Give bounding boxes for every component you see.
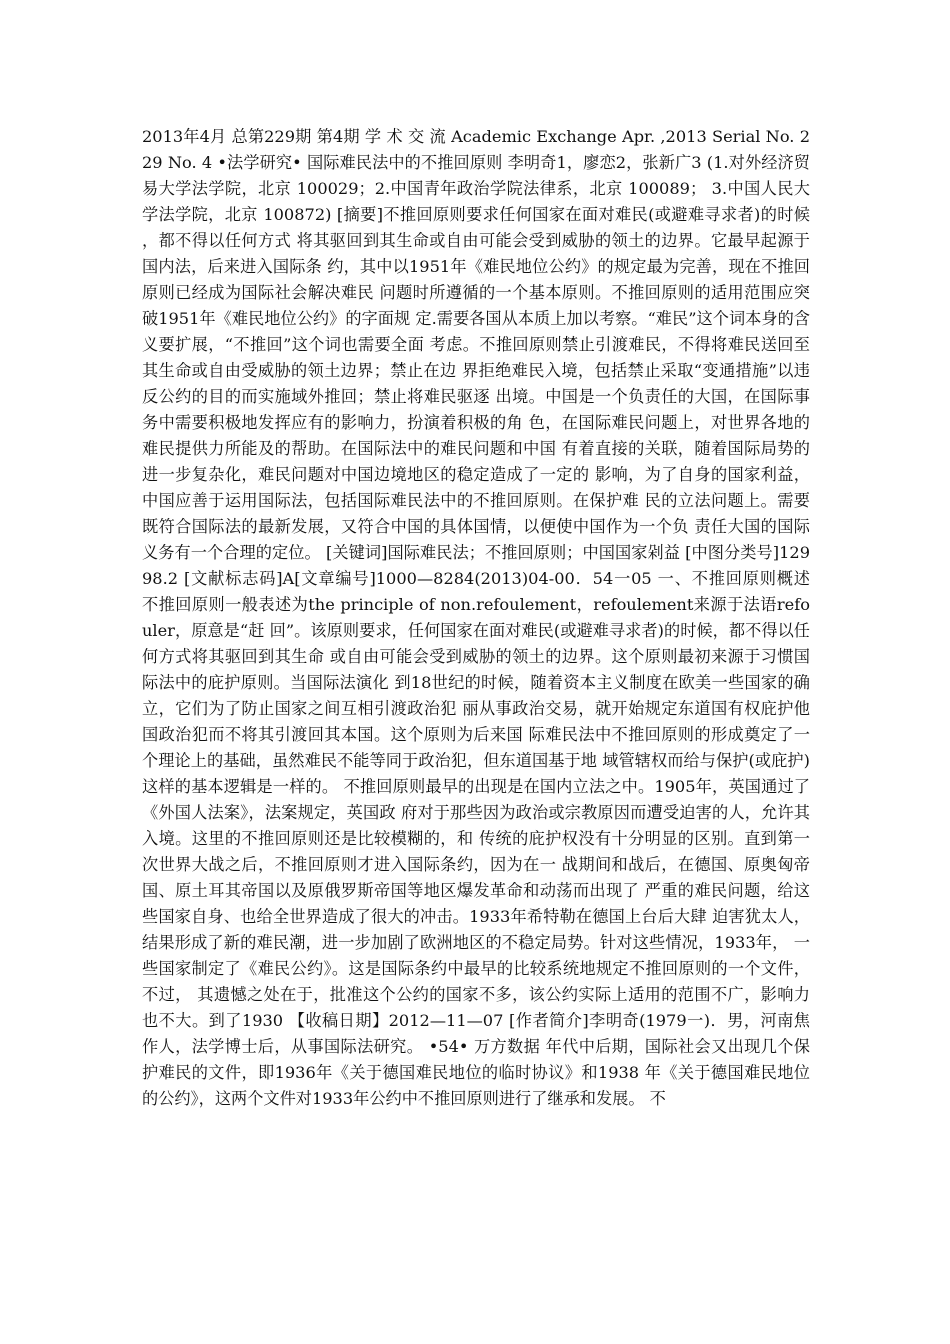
- article-body-text: 2013年4月 总第229期 第4期 学 术 交 流 Academic Exchange Apr. ,2013 Serial No. 229 No. 4 •法学研究• 国际难民法中的不推回原则 李明奇1，廖恋2，张新广3 (1.对外经济贸易大学法学院，北京 100029；2.中国青年政治学院法律系，北京 100089； 3.中国人民大学法学院，北京 100872) [摘要]不推回原则要求任何国家在面对难民(或避难寻求者)的时候，都不得以任何方式 将其驱回到其生命或自由可能会受到威胁的领土的边界。它最早起源于国内法，后来进入国际条 约，其中以1951年《难民地位公约》的规定最为完善，现在不推回原则已经成为国际社会解决难民 问题时所遵循的一个基本原则。不推回原则的适用范围应突破1951年《难民地位公约》的字面规 定.需要各国从本质上加以考察。“难民”这个词本身的含义要扩展，“不推回”这个词也需要全面 考虑。不推回原则禁止引渡难民，不得将难民送回至其生命或自由受威胁的领土边界；禁止在边 界拒绝难民入境，包括禁止采取“变通措施”以违反公约的目的而实施域外推回；禁止将难民驱逐 出境。中国是一个负责任的大国，在国际事务中需要积极地发挥应有的影响力，扮演着积极的角 色，在国际难民问题上，对世界各地的难民提供力所能及的帮助。在国际法中的难民问题和中国 有着直接的关联，随着国际局势的进一步复杂化，难民问题对中国边境地区的稳定造成了一定的 影响，为了自身的国家利益，中国应善于运用国际法，包括国际难民法中的不推回原则。在保护难 民的立法问题上。需要既符合国际法的最新发展，又符合中国的具体国情，以便使中国作为一个负 责任大国的国际义务有一个合理的定位。 [关键词]国际难民法；不推回原则；中国国家剁益 [中图分类号]12998.2 [文献标志码]A[文章编号]1000—8284(2013)04-00．54一05 一、不推回原则概述 不推回原则一般表述为the principle of non.refoulement，refoulement来源于法语refouler，原意是“赶 回”。该原则要求，任何国家在面对难民(或避难寻求者)的时候，都不得以任何方式将其驱回到其生命 或自由可能会受到威胁的领土的边界。这个原则最初来源于习惯国际法中的庇护原则。当国际法演化 到18世纪的时候，随着资本主义制度在欧美一些国家的确立，它们为了防止国家之间互相引渡政治犯 丽从事政治交易，就开始规定东道国有权庇护他国政治犯而不将其引渡回其本国。这个原则为后来国 际难民法中不推回原则的形成奠定了一个理论上的基础，虽然难民不能等同于政治犯，但东道国基于地 域管辖权而给与保护(或庇护)这样的基本逻辑是一样的。 不推回原则最早的出现是在国内立法之中。1905年，英国通过了《外国人法案》，法案规定，英国政 府对于那些因为政治或宗教原因而遭受迫害的人，允许其入境。这里的不推回原则还是比较模糊的，和 传统的庇护权没有十分明显的区别。直到第一次世界大战之后，不推回原则才进入国际条约，因为在一 战期间和战后，在德国、原奥匈帝国、原土耳其帝国以及原俄罗斯帝国等地区爆发革命和动荡而出现了 严重的难民问题，给这些国家自身、也给全世界造成了很大的冲击。1933年希特勒在德国上台后大肆 迫害犹太人，结果形成了新的难民潮，进一步加剧了欧洲地区的不稳定局势。针对这些情况，1933年， 一些国家制定了《难民公约》。这是国际条约中最早的比较系统地规定不推回原则的一个文件，不过， 其遗憾之处在于，批准这个公约的国家不多，该公约实际上适用的范围不广，影响力也不大。到了1930 【收稿日期】2012—11—07 [作者简介]李明奇(1979一)．男，河南焦作人，法学博士后，从事国际法研究。 •54• 万方数据 年代中后期，国际社会又出现几个保护难民的文件，即1936年《关于德国难民地位的临时协议》和1938 年《关于德国难民地位的公约》，这两个文件对1933年公约中不推回原则进行了继承和发展。 不: [142, 127, 810, 1108]
- paper-page: [142, 124, 810, 1112]
